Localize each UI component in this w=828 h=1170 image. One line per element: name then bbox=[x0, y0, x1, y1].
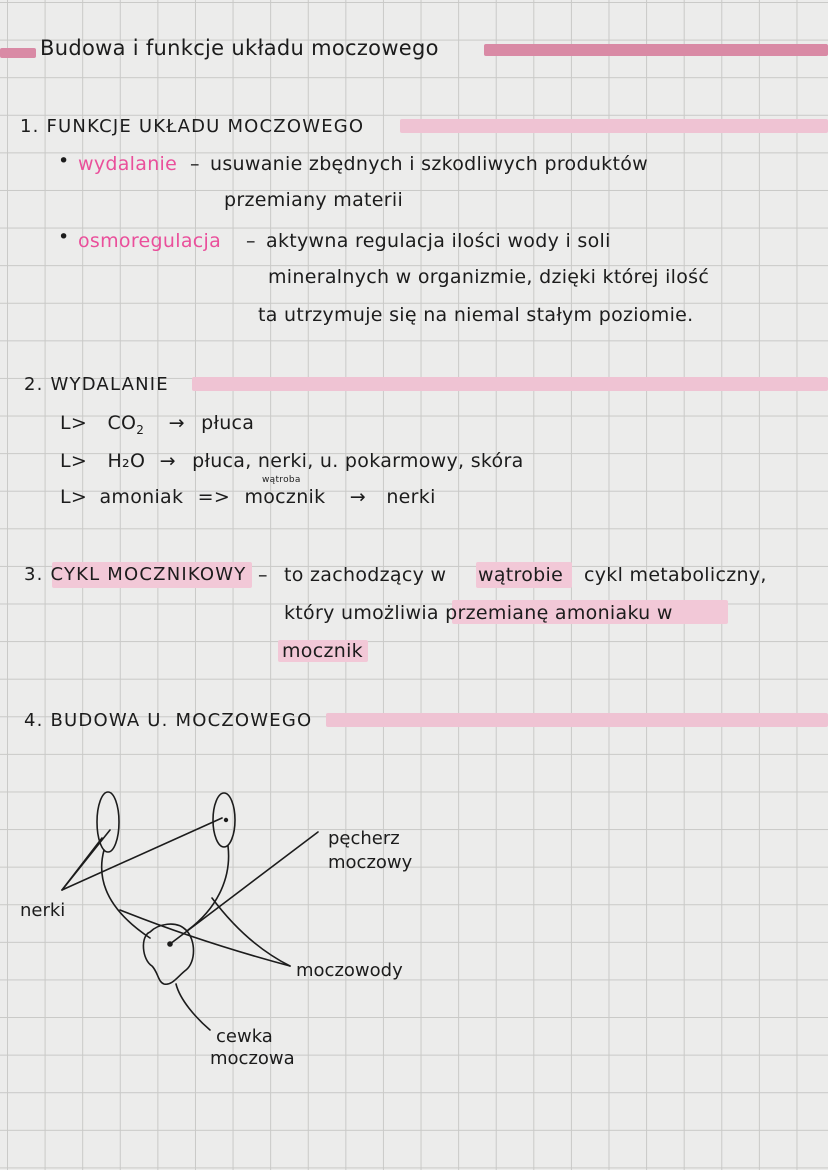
urinary-system-diagram bbox=[0, 760, 828, 1100]
def-osmoregulacja-2: mineralnych w organizmie, dzięki której ilość bbox=[268, 266, 710, 288]
kidney-pointer-b bbox=[62, 818, 222, 890]
arrow-right-icon: → bbox=[349, 486, 366, 508]
arrow-icon: L> bbox=[60, 412, 88, 434]
excretion-row-1: $L> CO_2$ → płuca bbox=[60, 412, 255, 437]
title-bar-right bbox=[484, 44, 828, 56]
heading-bar-excretion bbox=[192, 377, 828, 391]
dash-1: – bbox=[190, 153, 200, 175]
label-kidneys: nerki bbox=[20, 900, 66, 921]
def-osmoregulacja-1: aktywna regulacja ilości wody i soli bbox=[266, 230, 611, 252]
right-ureter-shape bbox=[188, 846, 229, 930]
left-ureter-shape bbox=[102, 850, 150, 938]
arrow-icon: L> bbox=[60, 486, 88, 508]
arrow-right-icon: → bbox=[159, 450, 176, 472]
bladder-pointer bbox=[170, 832, 318, 944]
heading-functions: 1. FUNKCJE UKŁADU MOCZOWEGO bbox=[20, 116, 365, 137]
excretion-row-3: L> amoniak => mocznik → nerki bbox=[60, 486, 436, 508]
heading-bar-functions bbox=[400, 119, 828, 133]
double-arrow-icon: => bbox=[197, 486, 231, 508]
def-osmoregulacja-3: ta utrzymuje się na niemal stałym poziomie. bbox=[258, 304, 694, 326]
page-title: Budowa i funkcje układu moczowego bbox=[40, 36, 439, 60]
label-urethra-1: cewka bbox=[216, 1026, 273, 1047]
kidney-dot bbox=[224, 818, 228, 822]
urea-line-2: który umożliwia przemianę amoniaku w bbox=[284, 602, 673, 624]
diagram-strokes bbox=[62, 792, 318, 1030]
urea-line-3: mocznik bbox=[282, 640, 363, 662]
bullet-2: • bbox=[58, 226, 70, 248]
term-osmoregulacja: osmoregulacja bbox=[78, 230, 222, 252]
label-watroba: wątroba bbox=[262, 475, 301, 485]
title-bar-left bbox=[0, 48, 36, 58]
urea-line-1b: wątrobie bbox=[478, 564, 564, 586]
bladder-dot bbox=[167, 941, 173, 947]
arrow-icon: L> bbox=[60, 450, 88, 472]
heading-structure: 4. BUDOWA U. MOCZOWEGO bbox=[24, 710, 313, 731]
label-ureters: moczowody bbox=[296, 960, 403, 981]
urea-line-1c: cykl metaboliczny, bbox=[584, 564, 767, 586]
term-wydalanie: wydalanie bbox=[78, 153, 178, 175]
label-bladder-1: pęcherz bbox=[328, 828, 400, 849]
heading-urea-cycle: 3. CYKL MOCZNIKOWY bbox=[24, 564, 247, 585]
urea-line-1a: to zachodzący w bbox=[284, 564, 447, 586]
heading-bar-structure bbox=[326, 713, 828, 727]
dash-3: – bbox=[258, 564, 268, 586]
bullet-1: • bbox=[58, 150, 70, 172]
def-wydalanie-2: przemiany materii bbox=[224, 189, 404, 211]
urethra-shape bbox=[176, 984, 210, 1030]
arrow-right-icon: → bbox=[168, 412, 185, 434]
dash-2: – bbox=[246, 230, 256, 252]
label-bladder-2: moczowy bbox=[328, 852, 413, 873]
kidney-pointer-c bbox=[62, 838, 102, 890]
def-wydalanie-1: usuwanie zbędnych i szkodliwych produktów bbox=[210, 153, 648, 175]
label-urethra-2: moczowa bbox=[210, 1048, 295, 1069]
excretion-row-2: L> H₂O → płuca, nerki, u. pokarmowy, skóra bbox=[60, 450, 524, 472]
bladder-shape bbox=[143, 924, 193, 984]
heading-excretion: 2. WYDALANIE bbox=[24, 374, 169, 395]
